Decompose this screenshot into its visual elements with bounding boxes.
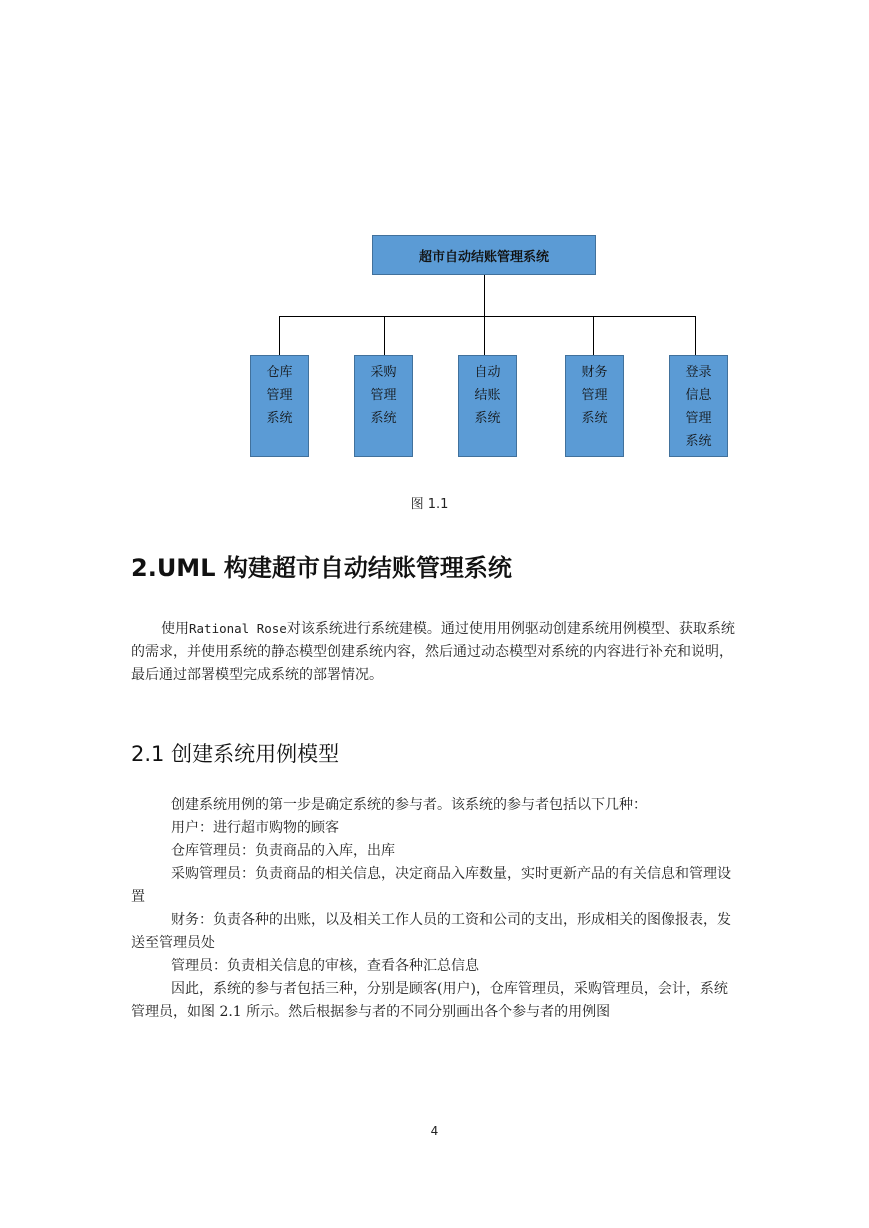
box-text-line: 信息 [685,388,712,403]
box-text-line: 管理 [266,388,293,403]
box-text-line: 自动 [474,365,501,380]
connector-child-2 [384,316,385,355]
box-text-line: 系统 [370,411,397,426]
connector-child-3 [484,316,485,355]
box-text-line: 系统 [266,411,293,426]
paragraph-text: 仓库管理员：负责商品的入库，出库 [171,843,395,859]
diagram-child-box-warehouse [250,355,309,457]
paragraph-text: 用户：进行超市购物的顾客 [171,820,339,836]
connector-child-1 [279,316,280,355]
diagram-root-box [372,235,596,275]
box-text-line: 结账 [474,388,501,403]
body-paragraph [131,978,741,1024]
box-text-line: 登录 [685,365,712,380]
diagram-child-box-purchasing [354,355,413,457]
box-text-line: 财务 [581,365,608,380]
page-number: 4 [430,1124,439,1138]
box-text-line: 管理 [370,388,397,403]
diagram-root-label: 超市自动结账管理系统 [418,249,549,265]
body-paragraph [131,794,741,817]
figure-caption-text: 图 1.1 [410,497,449,512]
section-heading: 2.UML 构建超市自动结账管理系统 [131,554,512,582]
paragraph-text: 创建系统用例的第一步是确定系统的参与者。该系统的参与者包括以下几种： [171,797,647,813]
box-text-line: 系统 [581,411,608,426]
system-structure-diagram [0,0,869,470]
diagram-child-box-login [669,355,728,457]
box-text-line: 系统 [474,411,501,426]
body-paragraph [131,955,741,978]
paragraph-text: 采购管理员：负责商品的相关信息，决定商品入库数量，实时更新产品的有关信息和管理设置 [131,866,731,905]
connector-horizontal [279,316,696,317]
connector-child-5 [695,316,696,355]
section-intro-paragraph [131,617,741,687]
diagram-child-box-checkout [458,355,517,457]
box-text-line: 采购 [370,365,397,380]
intro-text-post: 对该系统进行系统建模。通过使用用例驱动创建系统用例模型、获取系统的需求，并使用系统的静态模型创建系统内容，然后通过动态模型对系统的内容进行补充和说明，最后通过部署模型完成系统的部署情况。 [131,621,735,683]
diagram-child-box-finance [565,355,624,457]
body-paragraph [131,863,741,909]
intro-text-pre: 使用 [161,621,189,637]
box-text-line: 管理 [685,411,712,426]
figure-caption [0,493,869,512]
box-text-line: 管理 [581,388,608,403]
body-paragraph [131,909,741,955]
paragraph-text: 因此，系统的参与者包括三种，分别是顾客(用户)，仓库管理员，采购管理员，会计，系统管理员，如图 2.1 所示。然后根据参与者的不同分别画出各个参与者的用例图 [131,981,728,1020]
paragraph-text: 财务：负责各种的出账，以及相关工作人员的工资和公司的支出，形成相关的图像报表，发送至管理员处 [131,912,731,951]
box-text-line: 仓库 [266,365,293,380]
body-paragraph [131,817,741,840]
paragraph-text: 管理员：负责相关信息的审核，查看各种汇总信息 [171,958,479,974]
subsection-body [131,794,741,1024]
subsection-heading: 2.1 创建系统用例模型 [131,742,340,766]
box-text-line: 系统 [685,434,712,449]
connector-root-vertical [484,275,485,317]
body-paragraph [131,840,741,863]
connector-child-4 [593,316,594,355]
intro-tool-name: Rational Rose [189,621,287,636]
